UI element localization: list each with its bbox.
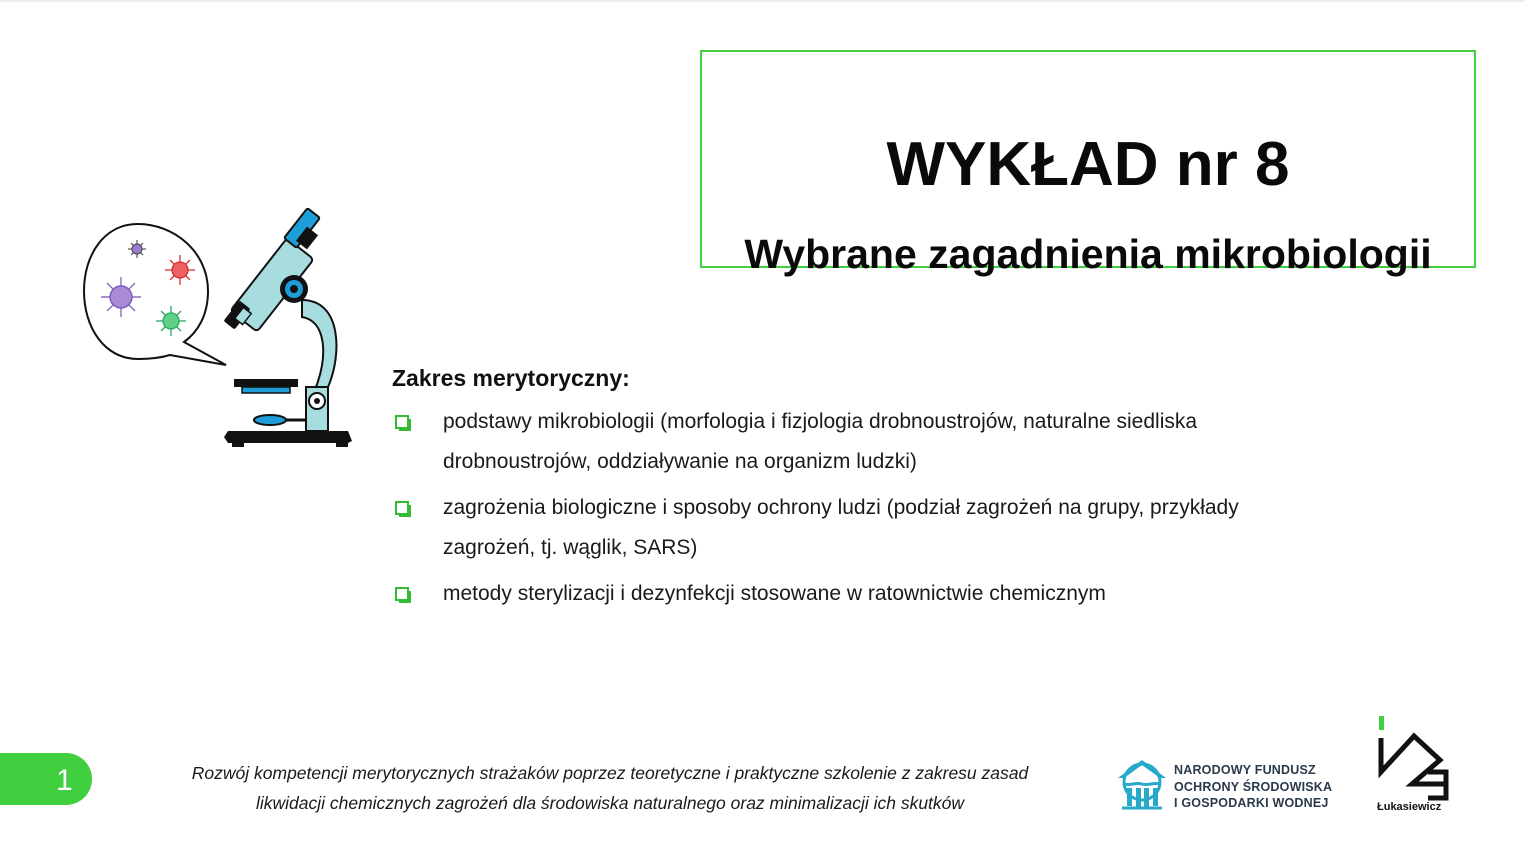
lukasiewicz-logo-icon <box>1374 714 1454 802</box>
speech-bubble-icon <box>84 224 226 365</box>
page-number-badge <box>0 753 92 805</box>
list-item <box>392 574 1352 614</box>
checkbox-bullet-icon <box>395 501 409 515</box>
list-item-line: zagrożenia biologiczne i sposoby ochrony ludzi (podział zagrożeń na grupy, przykłady <box>443 496 1239 519</box>
checkbox-bullet-icon <box>395 587 409 601</box>
footer-line: likwidacji chemicznych zagrożeń dla środowiska naturalnego oraz minimalizacji ich skutków <box>255 793 965 813</box>
nfos-line: NARODOWY FUNDUSZ <box>1174 763 1316 777</box>
virus-purple-large-icon <box>101 277 141 317</box>
list-item-line: zagrożeń, tj. wąglik, SARS) <box>443 536 698 559</box>
scope-list <box>392 402 1352 620</box>
list-item-line: drobnoustrojów, oddziaływanie na organizm ludzki) <box>443 450 917 473</box>
scope-heading: Zakres merytoryczny: <box>392 365 630 391</box>
checkbox-bullet-icon <box>395 415 409 429</box>
nfos-logo-text <box>1174 762 1332 812</box>
top-divider <box>0 0 1524 2</box>
microscope-icon <box>223 208 352 447</box>
lukasiewicz-logo-text: Łukasiewicz <box>1377 801 1442 813</box>
lecture-subtitle: Wybrane zagadnienia mikrobiologii <box>744 231 1432 277</box>
nfos-line: OCHRONY ŚRODOWISKA <box>1174 779 1333 794</box>
nfos-logo-icon <box>1114 756 1170 812</box>
title-box <box>700 50 1476 277</box>
footer-project-text <box>130 758 1090 818</box>
footer-line: Rozwój kompetencji merytorycznych strażaków poprzez teoretyczne i praktyczne szkolenie z zakresu zasad <box>191 763 1029 783</box>
list-item <box>392 402 1352 482</box>
list-item-line: podstawy mikrobiologii (morfologia i fizjologia drobnoustrojów, naturalne siedliska <box>443 410 1198 433</box>
list-item <box>392 488 1352 568</box>
list-item-line: metody sterylizacji i dezynfekcji stosowane w ratownictwie chemicznym <box>443 582 1106 605</box>
microscope-illustration <box>80 205 360 450</box>
nfos-line: I GOSPODARKI WODNEJ <box>1174 796 1329 810</box>
lecture-title: WYKŁAD nr 8 <box>886 130 1290 199</box>
page-number: 1 <box>56 764 73 797</box>
